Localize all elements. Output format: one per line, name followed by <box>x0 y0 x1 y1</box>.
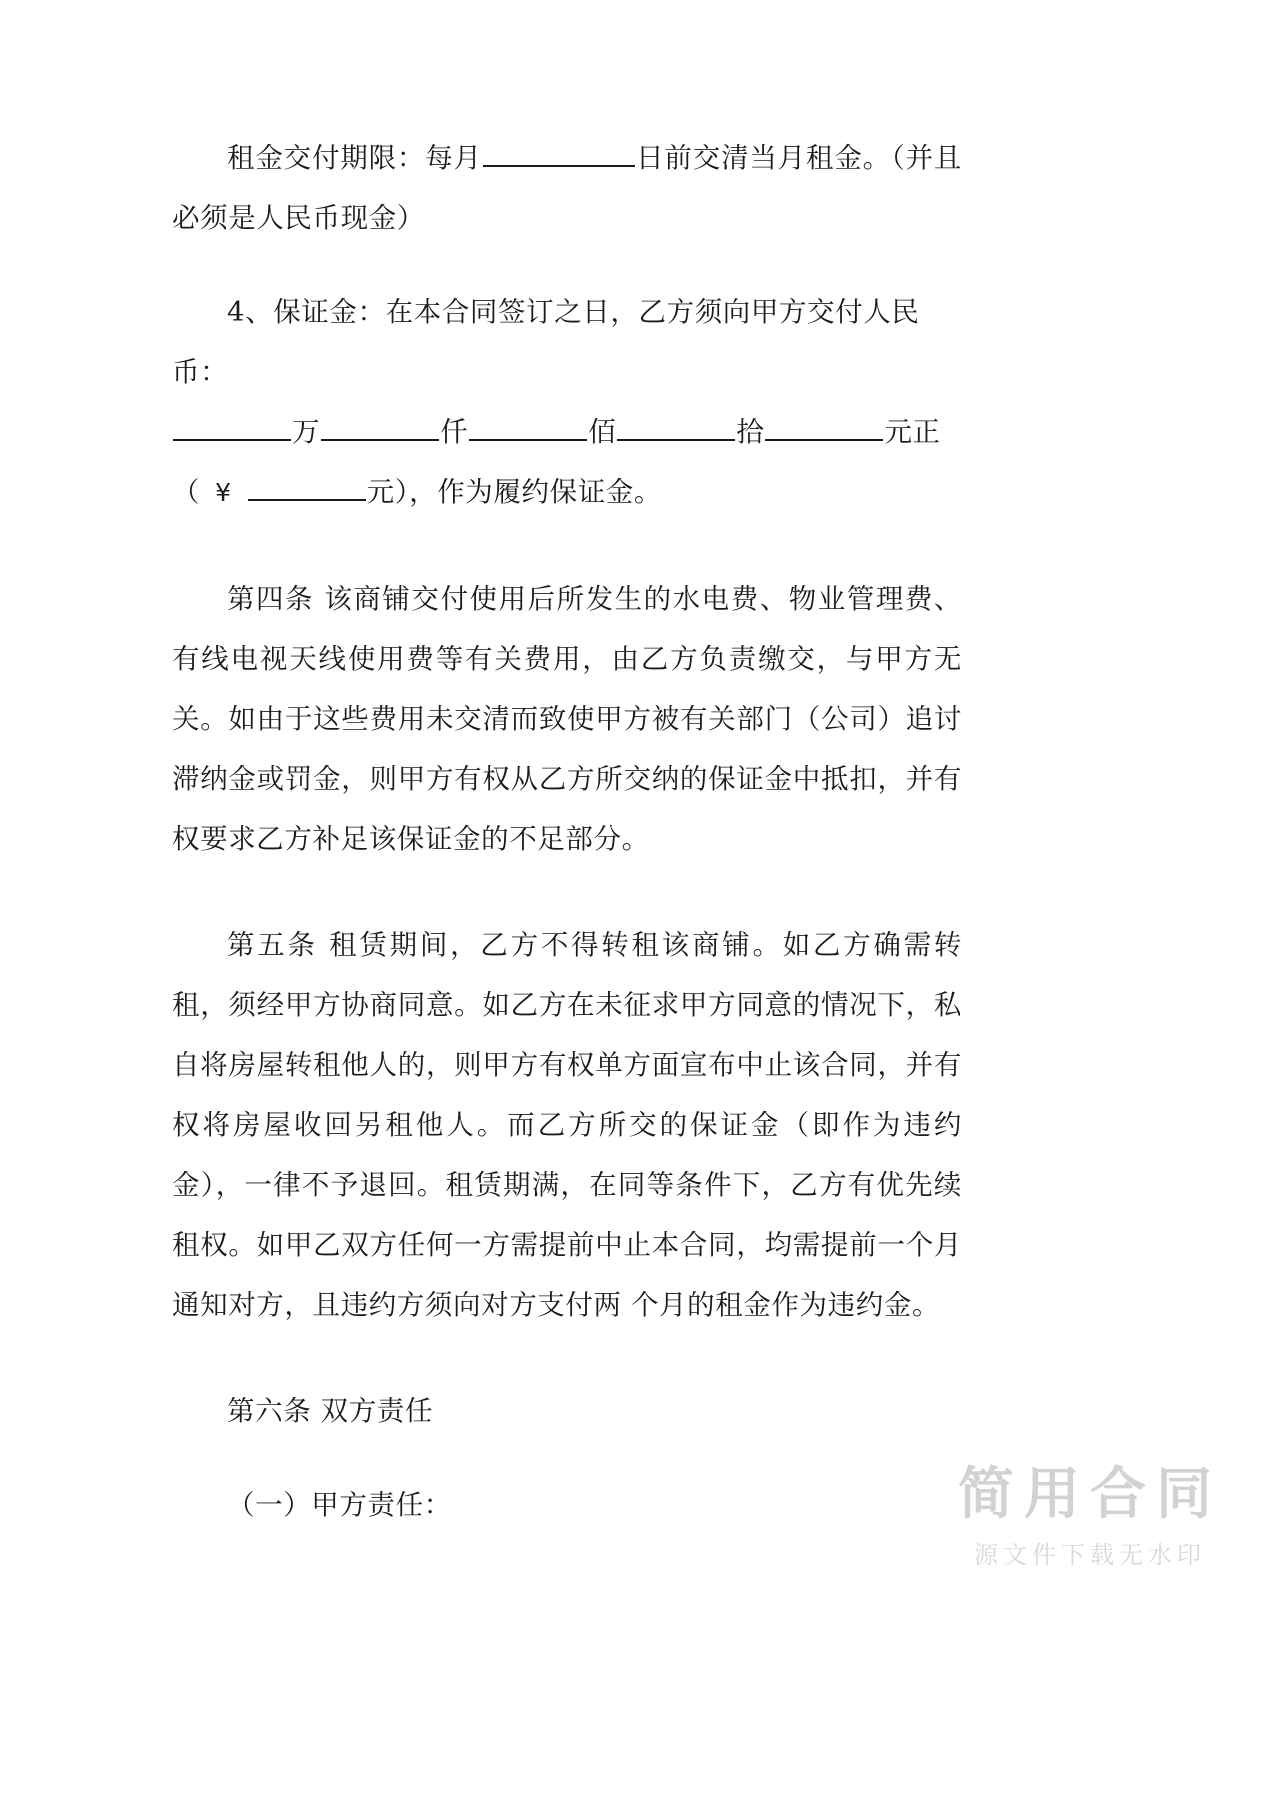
deposit-amount-numeral-line <box>172 462 962 523</box>
amount-blank-wan[interactable] <box>173 410 291 441</box>
paragraph-article-five: 第五条 租赁期间，乙方不得转租该商铺。如乙方确需转租，须经甲方协商同意。如乙方在未征求甲方同意的情况下，私自将房屋转租他人的，则甲方有权单方面宣布中止该合同，并有权将房屋收回另租他人。而乙方所交的保证金（即作为违约金），一律不予退回。租赁期满，在同等条件下，乙方有优先续租权。如甲乙双方任何一方需提前中止本合同，均需提前一个月通知对方，且违约方须向对方支付两 个月的租金作为违约金。 <box>172 929 962 1321</box>
spacer <box>172 1441 962 1475</box>
amount-blank-qian[interactable] <box>321 410 439 441</box>
rent-term-suffix: 日前交清当月租金。（并且必须是人民币现金） <box>172 142 962 234</box>
heading-article-six: 第六条 双方责任 <box>227 1395 434 1427</box>
amount-blank-shi[interactable] <box>617 410 735 441</box>
rent-day-blank[interactable] <box>483 136 635 167</box>
paragraph-article-four: 第四条 该商铺交付使用后所发生的水电费、物业管理费、有线电视天线使用费等有关费用，由乙方负责缴交，与甲方无关。如由于这些费用未交清而致使甲方被有关部门（公司）追讨滞纳金或罚金，则甲方有权从乙方所交纳的保证金中抵扣，并有权要求乙方补足该保证金的不足部分。 <box>172 583 962 855</box>
watermark-tagline: 源文件下载无水印 <box>974 1541 1206 1569</box>
unit-yuan: 元 <box>366 476 395 508</box>
deposit-amount-units-line <box>172 402 962 462</box>
unit-wan: 万 <box>292 416 321 448</box>
spacer <box>172 248 962 282</box>
amount-blank-yuan[interactable] <box>765 410 883 441</box>
unit-bai: 佰 <box>588 416 617 448</box>
document-text-body <box>172 128 962 1535</box>
spacer <box>172 523 962 569</box>
amount-numeral-blank[interactable] <box>248 470 366 501</box>
unit-yuanzheng: 元正 <box>884 416 941 448</box>
paragraph-rent-payment-term <box>172 128 962 248</box>
paragraph-deposit-lead: 4、保证金：在本合同签订之日，乙方须向甲方交付人民币： <box>172 296 920 388</box>
unit-qian: 仟 <box>440 416 469 448</box>
rent-term-prefix: 租金交付期限：每月 <box>227 142 482 174</box>
amount-blank-bai[interactable] <box>469 410 587 441</box>
paren-close: ） <box>394 476 410 508</box>
unit-shi: 拾 <box>736 416 765 448</box>
paragraph-article-six-item-one: （一）甲方责任： <box>227 1489 452 1521</box>
spacer <box>172 1335 962 1381</box>
spacer <box>172 869 962 915</box>
watermark <box>958 1464 1222 1570</box>
paren-open: （ <box>172 476 201 508</box>
watermark-brand: 简用合同 <box>958 1462 1222 1528</box>
deposit-tail: ，作为履约保证金。 <box>409 476 662 508</box>
yen-symbol: ¥ <box>215 478 232 507</box>
